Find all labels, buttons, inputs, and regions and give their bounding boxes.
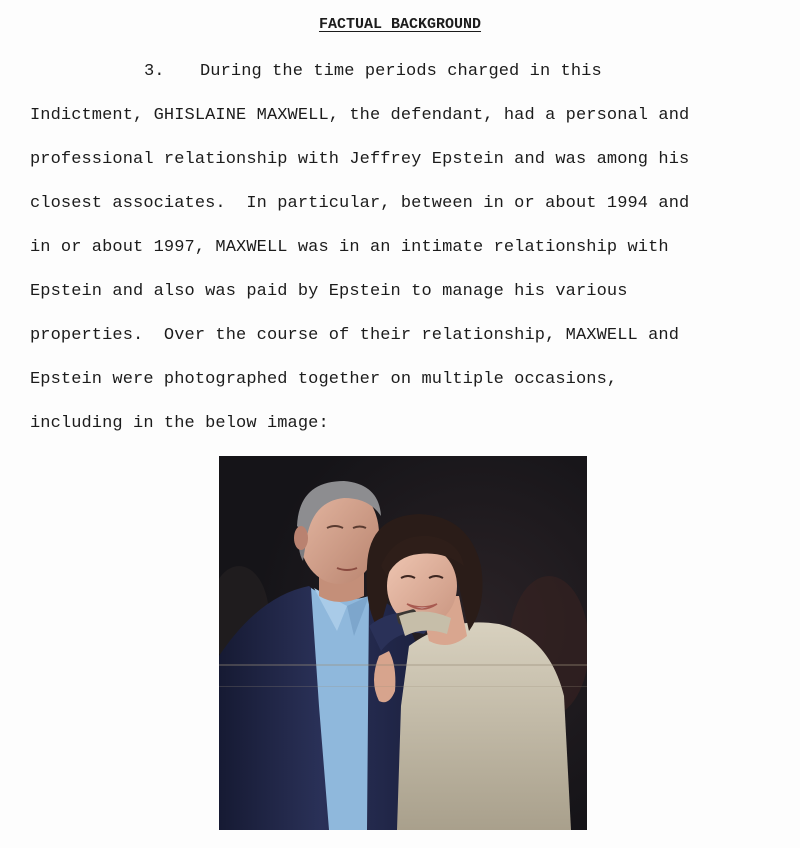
photograph-illustration xyxy=(219,456,587,830)
paragraph-line: Epstein and also was paid by Epstein to manage his various xyxy=(30,282,628,301)
photograph xyxy=(219,456,587,830)
paragraph-line: closest associates. In particular, between in or about 1994 and xyxy=(30,194,690,213)
paragraph-line: During the time periods charged in this xyxy=(200,62,602,81)
paragraph-line: Epstein were photographed together on multiple occasions, xyxy=(30,370,618,389)
paragraph-line: in or about 1997, MAXWELL was in an intimate relationship with xyxy=(30,238,669,257)
section-heading: FACTUAL BACKGROUND xyxy=(318,16,482,33)
paragraph-line: professional relationship with Jeffrey Epstein and was among his xyxy=(30,150,690,169)
paragraph-number: 3. xyxy=(144,62,165,81)
paragraph-line: Indictment, GHISLAINE MAXWELL, the defendant, had a personal and xyxy=(30,106,690,125)
paragraph-line: including in the below image: xyxy=(30,414,329,433)
paragraph-line: properties. Over the course of their relationship, MAXWELL and xyxy=(30,326,680,345)
